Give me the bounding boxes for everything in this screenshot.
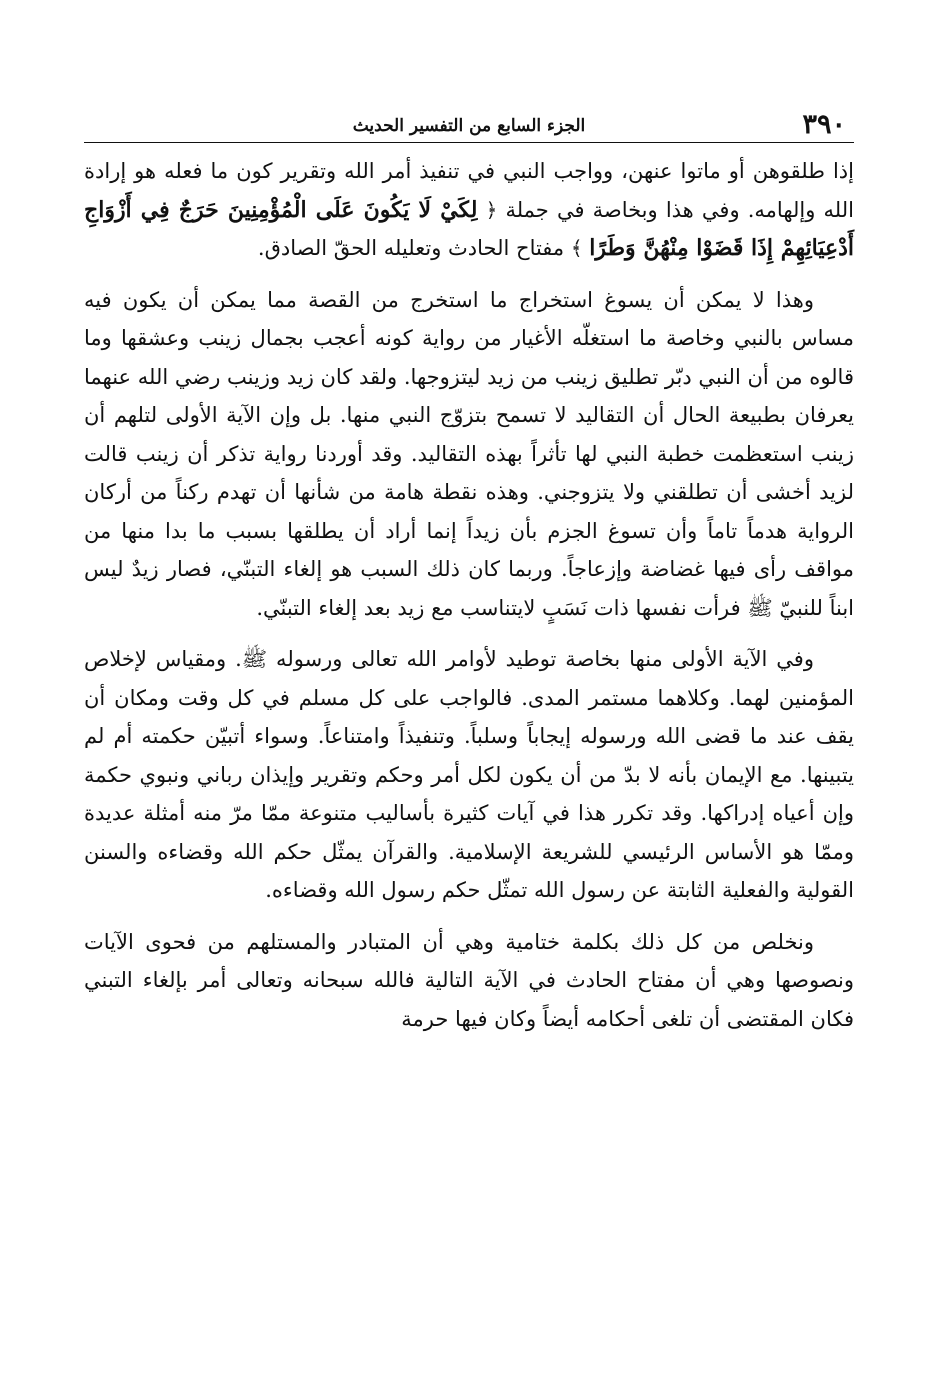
paragraph-1 bbox=[84, 152, 854, 268]
paragraph-1-text-before: إذا طلقوهن أو ماتوا عنهن، وواجب النبي في تنفيذ أمر الله وتقرير كون ما فعله هو إرادة الله وإلهامه. وفي هذا وبخاصة في جملة bbox=[84, 159, 854, 222]
paragraph-2: وهذا لا يمكن أن يسوغ استخراج ما استخرج من القصة مما يمكن أن يكون فيه مساس بالنبي وخاصة ما استغلّه الأغيار من رواية كونه أعجب بجمال زينب وعشقها وما قالوه من أن النبي دبّر تطليق زينب من زيد ليتزوجها. ولقد كان زيد وزينب رضي الله عنهما يعرفان بطبيعة الحال أن التقاليد لا تسمح بتزوّج النبي منها. بل وإن الآية الأولى لتلهم أن زينب استعظمت خطبة النبي لها تأثراً بهذه التقاليد. وقد أوردنا رواية تذكر أن زينب قالت لزيد أخشى أن تطلقني ولا يتزوجني. وهذه نقطة هامة من شأنها أن تهدم ركناً من أركان الرواية هدماً تاماً وأن تسوغ الجزم بأن زيداً إنما أراد أن يطلقها بسبب ما بدا منها من مواقف رأى فيها غضاضة وإزعاجاً. وربما كان ذلك السبب هو إلغاء التبنّي، فصار زيدٌ ليس ابناً للنبيّ ﷺ فرأت نفسها ذات نَسَبٍ لايتناسب مع زيد بعد إلغاء التبنّي. bbox=[84, 287, 854, 620]
body-text bbox=[84, 152, 854, 1038]
book-page bbox=[84, 0, 854, 1382]
paragraph-4: ونخلص من كل ذلك بكلمة ختامية وهي أن المتبادر والمستلهم من فحوى الآيات ونصوصها وهي أن مفتاح الحادث في الآية التالية فالله سبحانه وتعالى أمر بإلغاء التبني فكان المقتضى أن تلغى أحكامه أيضاً وكان فيها حرمة bbox=[84, 929, 854, 1031]
quran-bracket-close: ﴾ bbox=[570, 236, 583, 260]
paragraph-1-text-after: مفتاح الحادث وتعليله الحقّ الصادق. bbox=[257, 236, 565, 260]
quran-verse: لِكَيْ لَا يَكُونَ عَلَى الْمُؤْمِنِينَ حَرَجٌ فِي أَزْوَاجِ أَدْعِيَائِهِمْ إِذَا قَضَوْا مِنْهُنَّ وَطَرًا bbox=[84, 196, 854, 261]
page-number: ٣٩٠ bbox=[802, 109, 846, 140]
paragraph-3: وفي الآية الأولى منها بخاصة توطيد لأوامر الله تعالى ورسوله ﷺ. ومقياس لإخلاص المؤمنين لهما. وكلاهما مستمر المدى. فالواجب على كل مسلم في كل وقت ومكان أن يقف عند ما قضى الله ورسوله إيجاباً وسلباً. وتنفيذاً وامتناعاً. وسواء أتبيّن حكمته أم لم يتبينها. مع الإيمان بأنه لا بدّ من أن يكون لكل أمر وحكم وتقرير وإيذان رباني ونبوي حكمة وإن أعياه إدراكها. وقد تكرر هذا في آيات كثيرة بأساليب متنوعة ممّا مرّ منه أمثلة عديدة وممّا هو الأساس الرئيسي للشريعة الإسلامية. والقرآن يمثّل حكم الله وقضاءه والسنن القولية والفعلية الثابتة عن رسول الله تمثّل حكم رسول الله وقضاءه. bbox=[84, 647, 854, 902]
quran-bracket-open: ﴿ bbox=[485, 197, 498, 222]
page-header bbox=[84, 108, 854, 143]
running-title: الجزء السابع من التفسير الحديث bbox=[352, 116, 586, 136]
